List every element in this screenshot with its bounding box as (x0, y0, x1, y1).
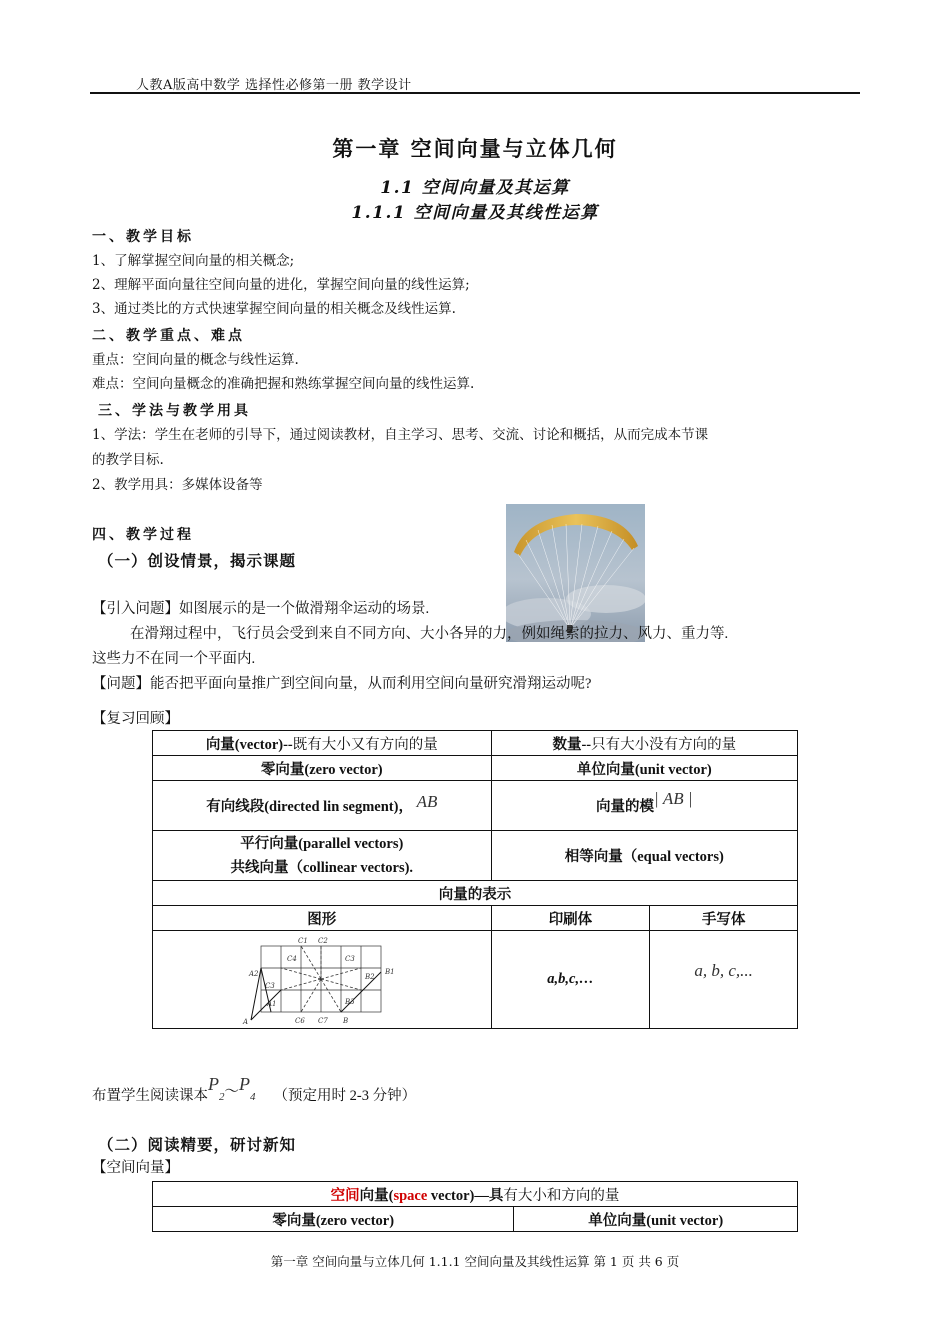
objective-item: 3、通过类比的方式快速掌握空间向量的相关概念及线性运算. (92, 301, 456, 317)
grid-label: C3 (344, 954, 355, 963)
grid-label: A2 (248, 969, 259, 978)
paraglider-image (506, 504, 645, 642)
intro-problem: 【引入问题】如图展示的是一个做滑翔伞运动的场景. (92, 601, 430, 617)
definition: 只有大小没有方向的量 (591, 736, 737, 753)
part2-heading: （二）阅读精要，研讨新知 (98, 1135, 297, 1154)
col-handwritten: 手写体 (650, 906, 798, 931)
tools-line: 2、教学用具：多媒体设备等 (92, 477, 263, 493)
page-to: P (239, 1074, 250, 1094)
cell-zero-vector: 零向量(zero vector) (153, 756, 492, 781)
grid-label: C2 (317, 936, 328, 945)
tilde: ～ (224, 1084, 239, 1100)
key-point: 重点：空间向量的概念与线性运算. (92, 352, 299, 368)
cell-representation: 向量的表示 (153, 881, 798, 906)
method-line: 1、学法：学生在老师的引导下，通过阅读教材，自主学习、思考、交流、讨论和概括，从而完成本节课 (92, 427, 709, 443)
part1-heading: （一）创设情景，揭示课题 (98, 551, 297, 570)
space-vector-label: 【空间向量】 (92, 1160, 179, 1176)
header-rule (90, 92, 860, 94)
review-label: 【复习回顾】 (92, 711, 179, 727)
difficulty-point: 难点：空间向量概念的准确把握和熟练掌握空间向量的线性运算. (92, 376, 475, 392)
grid-label: B2 (364, 972, 375, 981)
term-red: 空间 (330, 1187, 360, 1204)
cell-equal-vectors: 相等向量（equal vectors) (491, 831, 797, 881)
math-ab: AB (416, 792, 438, 811)
intro-description: 这些力不在同一个平面内. (92, 651, 256, 667)
grid-label: C3 (264, 981, 275, 990)
reading-assignment (92, 1074, 417, 1104)
heading-objectives: 一、教学目标 (92, 229, 194, 245)
term: 具 (488, 1187, 504, 1204)
term: vector)— (427, 1187, 489, 1204)
cell-vector (153, 731, 492, 756)
grid-label: C6 (294, 1016, 305, 1025)
method-line: 的教学目标. (92, 452, 164, 468)
reading-time: （预定用时 2-3 分钟） (273, 1088, 417, 1104)
chapter-title: 第一章 空间向量与立体几何 (332, 136, 618, 161)
definition: 既有大小又有方向的量 (292, 736, 438, 753)
col-figure: 图形 (153, 906, 492, 931)
cell-directed-segment (153, 781, 492, 831)
grid-label: B (342, 1016, 348, 1025)
page-from-sub: 2 (219, 1090, 225, 1103)
page-footer: 第一章 空间向量与立体几何 1.1.1 空间向量及其线性运算 第 1 页 共 6 页 (270, 1254, 680, 1269)
grid-label: C7 (317, 1016, 328, 1025)
grid-label: A (242, 1017, 248, 1026)
term-red: space (393, 1187, 428, 1204)
cell-unit-vector: 单位向量(unit vector) (514, 1207, 798, 1232)
intro-description: 在滑翔过程中，飞行员会受到来自不同方向、大小各异的力，例如绳索的拉力、风力、重力等. (130, 626, 729, 642)
objective-item: 2、理解平面向量往空间向量的进化，掌握空间向量的线性运算; (92, 277, 470, 293)
running-header: 人教A版高中数学 选择性必修第一册 教学设计 (136, 78, 412, 93)
cell-unit-vector: 单位向量(unit vector) (491, 756, 797, 781)
term: 数量-- (552, 736, 592, 753)
term: 有向线段(directed lin segment)， (206, 799, 413, 815)
cell-zero-vector: 零向量(zero vector) (153, 1207, 514, 1232)
cell-magnitude (491, 781, 797, 831)
term: 向量的模 (595, 799, 654, 815)
heading-methods: 三、学法与教学用具 (98, 403, 251, 419)
col-print: 印刷体 (491, 906, 650, 931)
space-vector-table (152, 1181, 798, 1232)
print-notation: a,b,c,… (491, 931, 650, 1029)
paraglider-photo (506, 504, 645, 642)
definition: 有大小和方向的量 (503, 1187, 620, 1204)
objective-item: 1、了解掌握空间向量的相关概念; (92, 253, 295, 269)
grid-label: B1 (384, 967, 395, 976)
section-title: 1.1 空间向量及其运算 (380, 178, 570, 198)
grid-label: C1 (297, 936, 308, 945)
cell-parallel-vectors (153, 831, 492, 881)
handwritten-notation: a, b, c,... (694, 960, 753, 980)
term: 平行向量(parallel vectors) (240, 835, 404, 852)
page-from: P (208, 1074, 219, 1094)
guiding-question: 【问题】能否把平面向量推广到空间向量，从而利用空间向量研究滑翔运动呢? (92, 676, 592, 692)
math-abs-ab: | AB | (653, 789, 693, 808)
reading-text: 布置学生阅读课本 (92, 1088, 208, 1104)
heading-process: 四、教学过程 (92, 527, 194, 543)
term: 向量( (359, 1187, 394, 1204)
grid-label: B3 (344, 997, 355, 1006)
grid-label: A1 (266, 999, 277, 1008)
cell-space-vector (153, 1182, 798, 1207)
cell-scalar (491, 731, 797, 756)
vector-grid-figure (237, 934, 407, 1026)
cell-grid-figure (153, 931, 492, 1029)
term: 共线向量（collinear vectors). (230, 859, 414, 876)
subsection-title: 1.1.1 空间向量及其线性运算 (351, 203, 599, 223)
page-to-sub: 4 (250, 1090, 256, 1103)
heading-key-points: 二、教学重点、难点 (92, 328, 245, 344)
term: 向量(vector)-- (205, 736, 293, 753)
cell-handwritten (650, 931, 798, 1029)
grid-label: C4 (286, 954, 297, 963)
review-table (152, 730, 798, 1029)
